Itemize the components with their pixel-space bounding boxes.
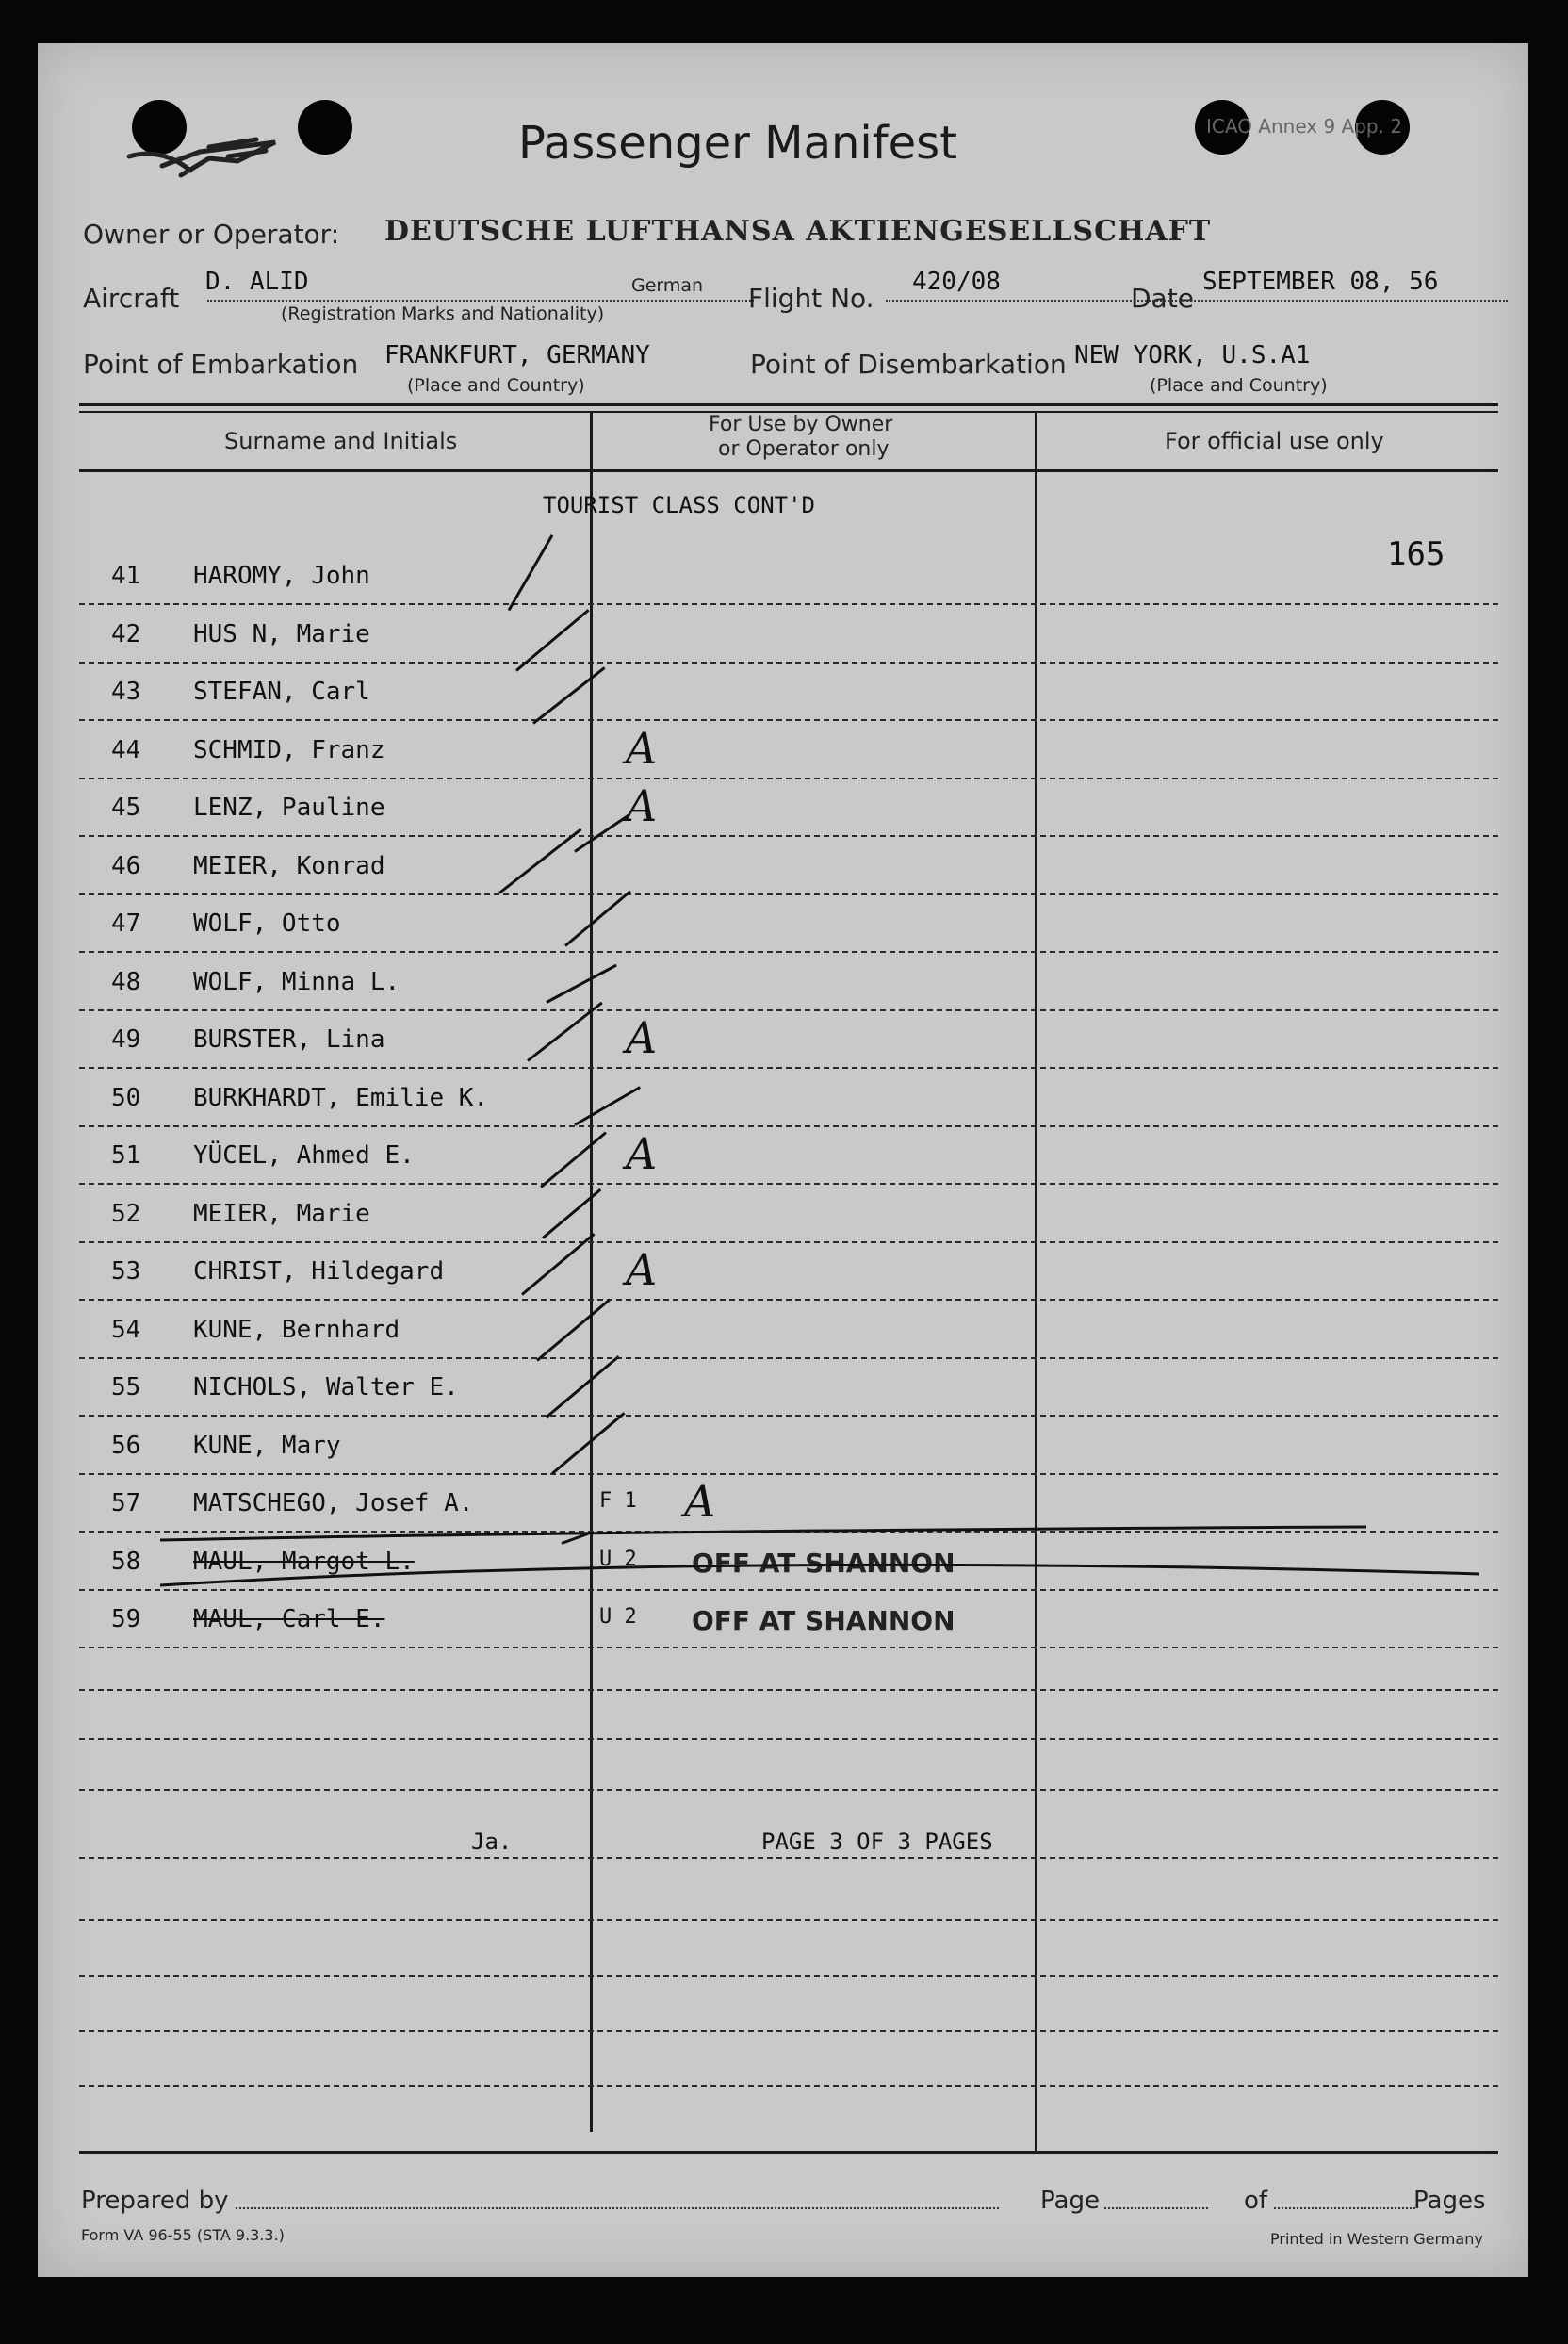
blank-line: [79, 1689, 1498, 1691]
passenger-name: MEIER, Konrad: [193, 852, 385, 880]
passenger-name: WOLF, Minna L.: [193, 968, 400, 996]
aircraft-label: Aircraft: [83, 283, 180, 314]
flight-label: Flight No.: [748, 283, 874, 314]
passenger-number: 49: [111, 1025, 141, 1054]
passenger-code: F 1: [599, 1489, 637, 1513]
passenger-name: CHRIST, Hildegard: [193, 1257, 445, 1286]
passenger-code: U 2: [599, 1605, 637, 1629]
passenger-name: MATSCHEGO, Josef A.: [193, 1489, 474, 1517]
manifest-title: Passenger Manifest: [518, 117, 958, 170]
check-mark-stroke: [508, 534, 554, 611]
passenger-name: MAUL, Margot L.: [193, 1548, 415, 1576]
row-divider: [79, 1125, 1498, 1127]
disembark-value: NEW YORK, U.S.A1: [1074, 341, 1311, 369]
column-header-official: For official use only: [1165, 428, 1384, 454]
passenger-number: 55: [111, 1373, 141, 1401]
blank-line: [79, 1738, 1498, 1740]
row-divider: [79, 778, 1498, 779]
row-divider: [79, 1241, 1498, 1243]
passenger-number: 47: [111, 910, 141, 938]
blank-line: [79, 1975, 1498, 1977]
blank-line: [79, 1919, 1498, 1921]
form-code: Form VA 96-55 (STA 9.3.3.): [81, 2226, 285, 2244]
passenger-name: KUNE, Mary: [193, 1432, 341, 1460]
footer-page-label: Page: [1040, 2187, 1100, 2215]
handwritten-mark: A: [626, 1244, 658, 1295]
handwritten-mark: A: [626, 723, 658, 774]
passenger-number: 58: [111, 1548, 141, 1576]
manifest-sheet: [38, 43, 1528, 2277]
handwritten-mark: A: [626, 1012, 658, 1063]
column-header-owner-use-2: or Operator only: [718, 437, 890, 461]
passenger-name: LENZ, Pauline: [193, 794, 385, 822]
passenger-number: 46: [111, 852, 141, 880]
column-header-surname: Surname and Initials: [224, 428, 458, 454]
passenger-name: WOLF, Otto: [193, 910, 341, 938]
passenger-number: 50: [111, 1084, 141, 1112]
passenger-name: MAUL, Carl E.: [193, 1605, 385, 1633]
footer-pages-label: Pages: [1413, 2187, 1486, 2215]
row-divider: [79, 1183, 1498, 1185]
check-mark-stroke: [498, 828, 582, 894]
embark-label: Point of Embarkation: [83, 349, 359, 380]
passenger-number: 44: [111, 736, 141, 764]
row-divider: [79, 662, 1498, 664]
passenger-name: BURSTER, Lina: [193, 1025, 385, 1054]
passenger-note: OFF AT SHANNON: [692, 1605, 956, 1636]
passenger-number: 54: [111, 1316, 141, 1344]
annex-reference: ICAO Annex 9 App. 2: [1206, 115, 1403, 138]
owner-value: DEUTSCHE LUFTHANSA AKTIENGESELLSCHAFT: [384, 215, 1212, 248]
passenger-name: STEFAN, Carl: [193, 678, 370, 706]
row-divider: [79, 835, 1498, 837]
row-divider: [79, 1415, 1498, 1417]
date-label: Date: [1131, 283, 1194, 314]
row-divider: [79, 1357, 1498, 1359]
disembark-caption: (Place and Country): [1150, 375, 1328, 396]
handwritten-mark: A: [684, 1476, 716, 1527]
passenger-number: 57: [111, 1489, 141, 1517]
check-mark-stroke: [546, 964, 617, 1004]
lufthansa-crane-logo: [124, 119, 285, 185]
page-info: PAGE 3 OF 3 PAGES: [761, 1828, 993, 1855]
row-divider: [79, 1067, 1498, 1069]
passenger-name: NICHOLS, Walter E.: [193, 1373, 459, 1401]
passenger-name: SCHMID, Franz: [193, 736, 385, 764]
passenger-number: 53: [111, 1257, 141, 1286]
date-value: SEPTEMBER 08, 56: [1202, 268, 1439, 296]
passenger-number: 52: [111, 1200, 141, 1228]
row-divider: [79, 893, 1498, 895]
blank-line: [79, 2030, 1498, 2032]
row-divider: [79, 1647, 1498, 1648]
row-divider: [79, 1473, 1498, 1475]
strike-through-lines: [151, 1514, 1489, 1598]
aircraft-registration: D. ALID: [205, 268, 309, 296]
row-divider: [79, 1009, 1498, 1011]
page-stamp: 165: [1387, 535, 1446, 573]
row-divider: [79, 603, 1498, 605]
aircraft-caption: (Registration Marks and Nationality): [281, 303, 605, 324]
passenger-name: KUNE, Bernhard: [193, 1316, 400, 1344]
passenger-number: 43: [111, 678, 141, 706]
passenger-number: 56: [111, 1432, 141, 1460]
punch-hole-left-2: [298, 100, 352, 155]
passenger-number: 59: [111, 1605, 141, 1633]
check-mark-stroke: [574, 1086, 641, 1126]
row-divider: [79, 951, 1498, 953]
passenger-name: HAROMY, John: [193, 562, 370, 590]
check-mark-stroke: [532, 666, 605, 724]
footer-initials: Ja.: [471, 1828, 513, 1855]
row-divider: [79, 719, 1498, 721]
column-header-owner-use-1: For Use by Owner: [709, 413, 893, 436]
passenger-number: 51: [111, 1141, 141, 1170]
blank-line: [79, 1789, 1498, 1791]
passenger-number: 48: [111, 968, 141, 996]
flight-number: 420/08: [912, 268, 1001, 296]
check-mark-stroke: [564, 891, 631, 947]
check-mark-stroke: [546, 1355, 620, 1418]
passenger-name: HUS N, Marie: [193, 620, 370, 648]
prepared-by-label: Prepared by: [81, 2187, 229, 2215]
embark-value: FRANKFURT, GERMANY: [384, 341, 650, 369]
passenger-code: U 2: [599, 1548, 637, 1571]
printed-in: Printed in Western Germany: [1270, 2230, 1483, 2248]
passenger-number: 41: [111, 562, 141, 590]
passenger-note: OFF AT SHANNON: [692, 1548, 956, 1579]
footer-of-label: of: [1244, 2187, 1268, 2215]
check-mark-stroke: [551, 1412, 626, 1475]
disembark-label: Point of Disembarkation: [750, 349, 1067, 380]
passenger-number: 42: [111, 620, 141, 648]
passenger-name: YÜCEL, Ahmed E.: [193, 1141, 415, 1170]
owner-label: Owner or Operator:: [83, 219, 340, 250]
aircraft-nationality: German: [631, 275, 704, 296]
check-mark-stroke: [540, 1132, 607, 1188]
passenger-name: MEIER, Marie: [193, 1200, 370, 1228]
check-mark-stroke: [536, 1299, 611, 1362]
embark-caption: (Place and Country): [407, 375, 585, 396]
row-divider: [79, 1299, 1498, 1301]
passenger-number: 45: [111, 794, 141, 822]
check-mark-stroke: [574, 813, 630, 853]
passenger-name: BURKHARDT, Emilie K.: [193, 1084, 489, 1112]
handwritten-mark: A: [626, 780, 658, 831]
section-title: TOURIST CLASS CONT'D: [543, 492, 815, 518]
blank-line: [79, 1857, 1498, 1859]
handwritten-mark: A: [626, 1128, 658, 1179]
blank-line: [79, 2085, 1498, 2087]
